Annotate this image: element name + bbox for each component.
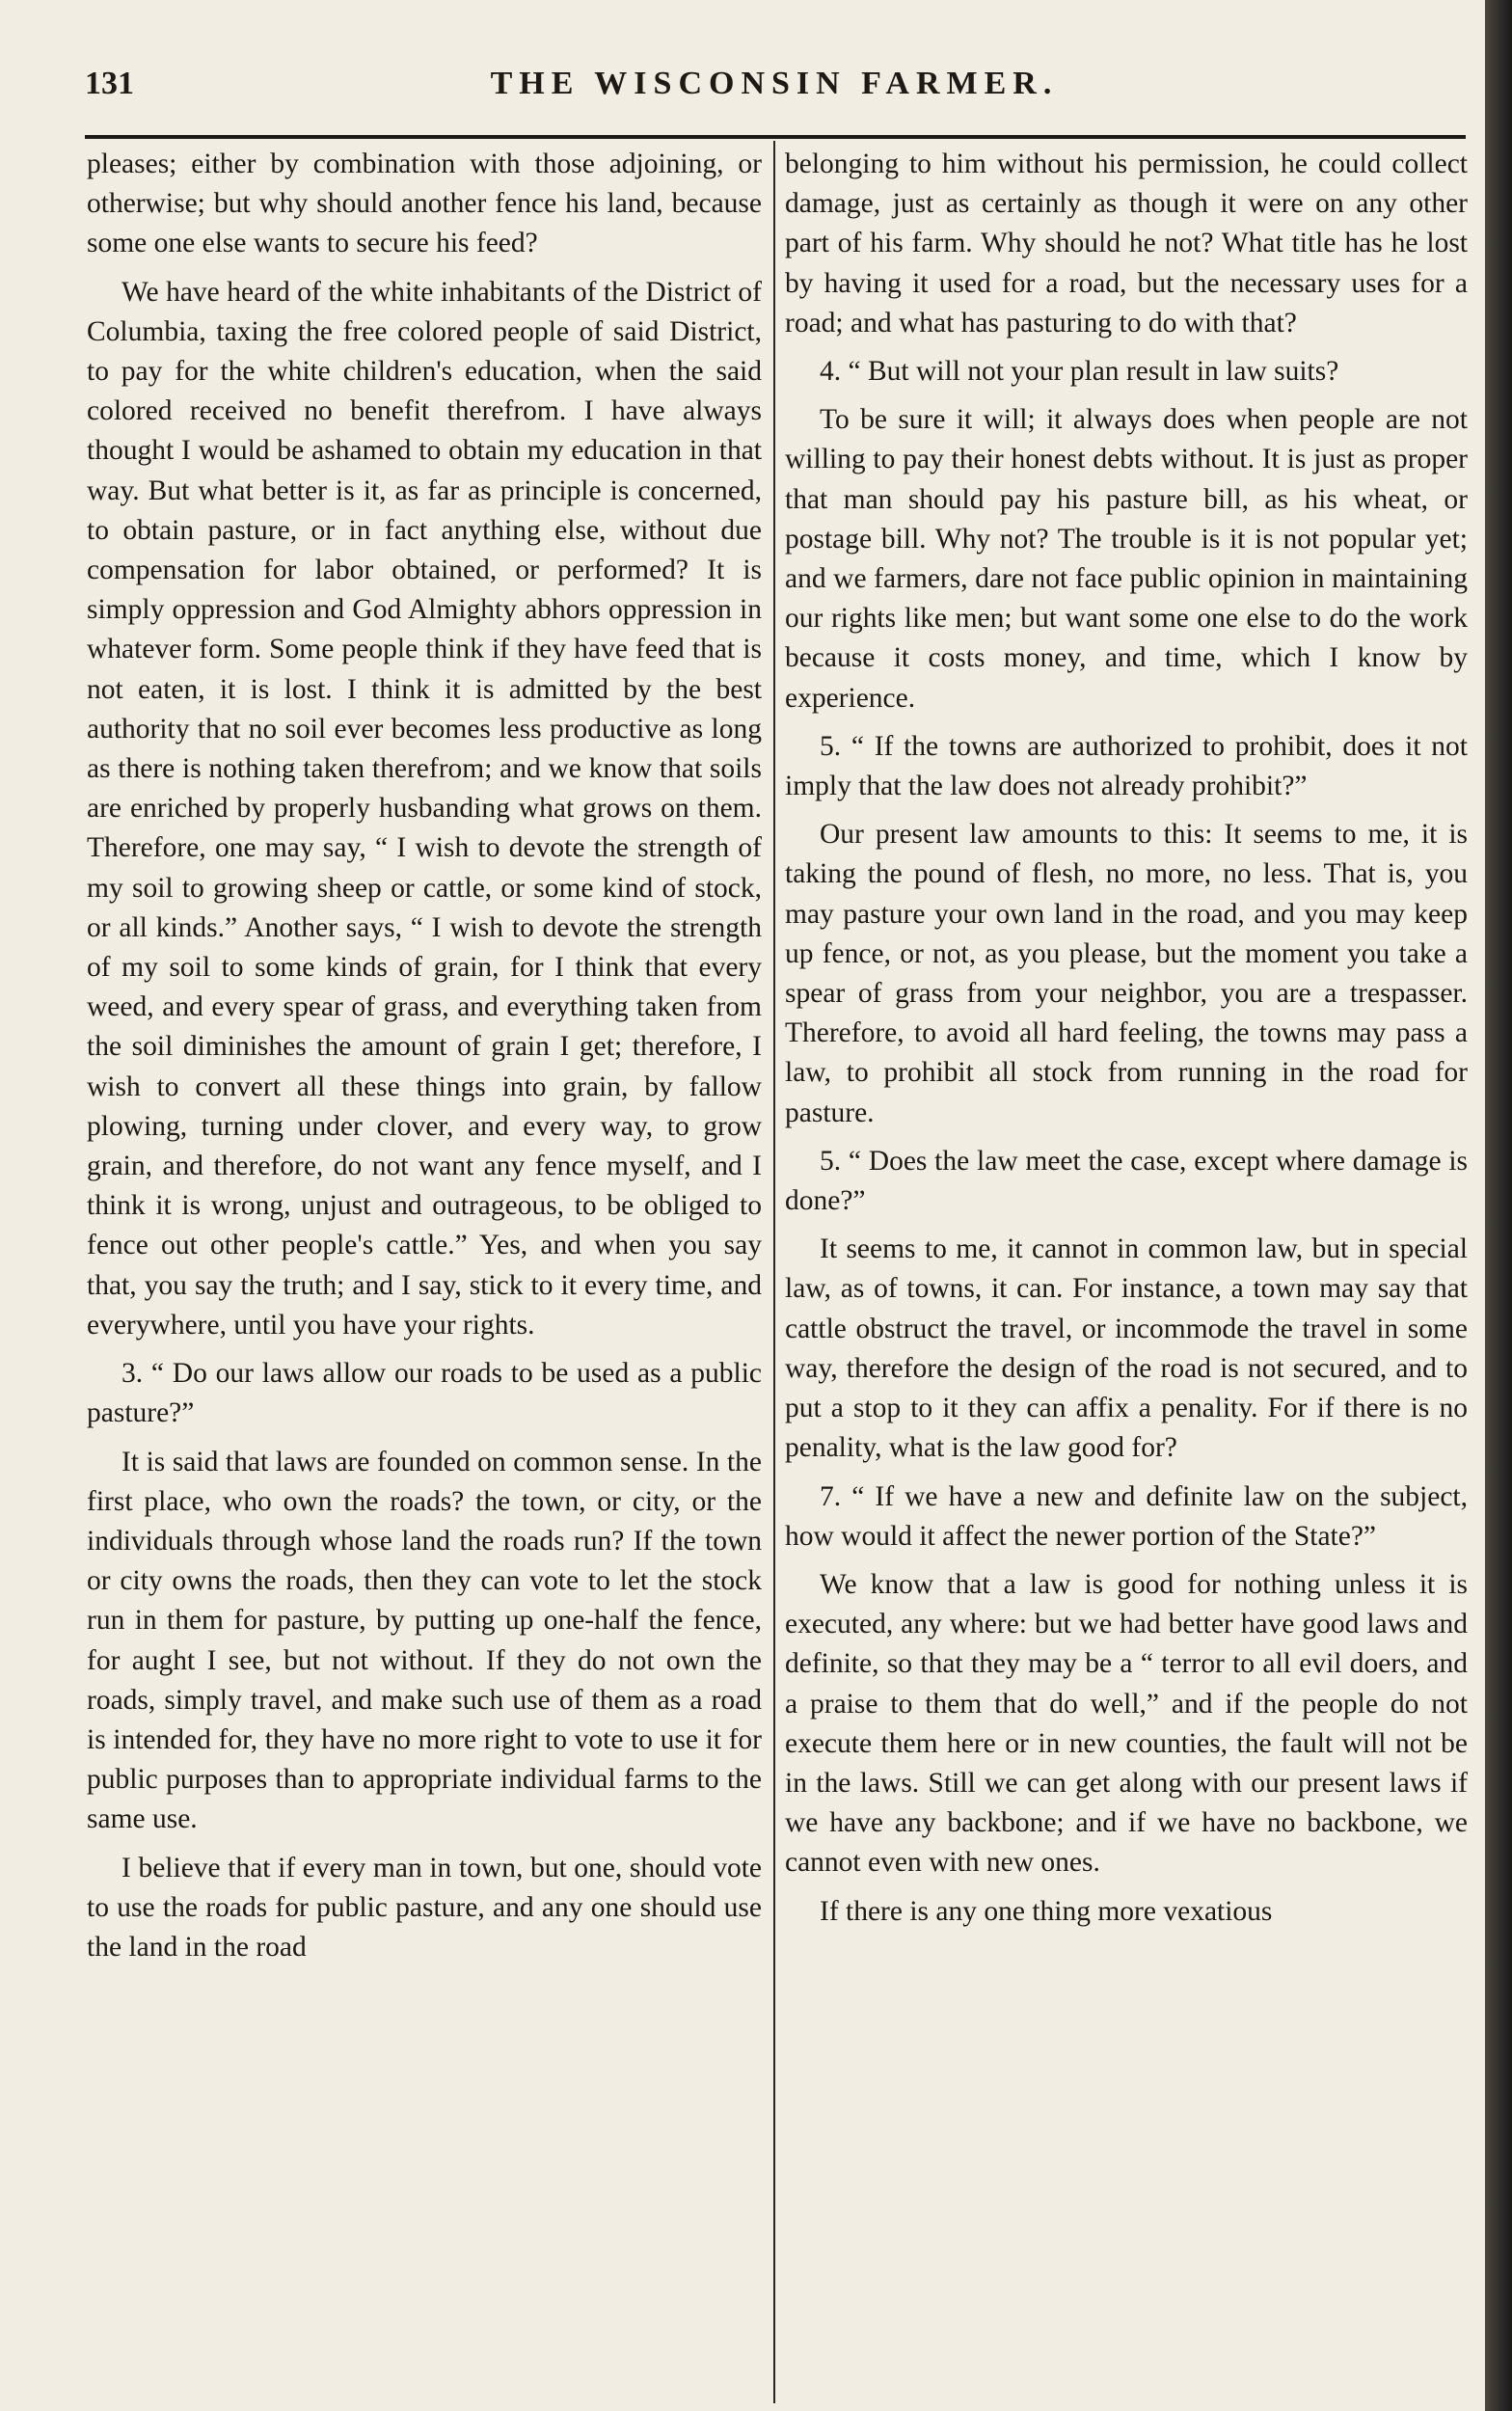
- question-heading: 7. “ If we have a new and definite law on the subject, how would it affect the newer portion of the State?”: [785, 1480, 1468, 1552]
- paragraph: It is said that laws are founded on common sense. In the first place, who own the roads? the town, or city, or the individuals through whose land the roads run? If the town or city owns the roads, then they can vote to let the stock run in them for pasture, by putting up one-half the fence, for aught I see, but not without. If they do not own the roads, simply travel, and make such use of them as a road is intended for, they have no more right to vote to use it for public purposes than to appropriate individual farms to the same use.: [87, 1446, 762, 1835]
- header-rule: [85, 135, 1466, 139]
- question-heading: 5. “ Does the law meet the case, except where damage is done?”: [785, 1145, 1468, 1217]
- paragraph: pleases; either by combination with those adjoining, or otherwise; but why should another fence his land, because some one else wants to secure his feed?: [87, 149, 762, 259]
- paragraph: To be sure it will; it always does when people are not willing to pay their honest debts without. It is just as proper that man should pay his pasture bill, as his wheat, or postage bill. Why not? The trouble is it is not popular yet; and we farmers, dare not face public opinion in maintaining our rights like men; but want some one else to do the work because it costs money, and time, which I know by experience.: [785, 404, 1468, 714]
- newspaper-title: THE WISCONSIN FARMER.: [490, 66, 1059, 101]
- column-divider: [773, 141, 775, 2403]
- paragraph: Our present law amounts to this: It seems to me, it is taking the pound of flesh, no more, no less. That is, you may pasture your own land in the road, and you may keep up fence, or not, as you please, but the moment you take a spear of grass from your neighbor, you are a trespasser. Therefore, to avoid all hard feeling, the towns may pass a law, to prohibit all stock from running in the road for pasture.: [785, 819, 1468, 1128]
- paragraph: If there is any one thing more vexatious: [820, 1895, 1273, 1927]
- paragraph: belonging to him without his permission, he could collect damage, just as certainly as though it were on any other part of his farm. Why should he not? What title has he lost by having it used for a road, but the necessary uses for a road; and what has pasturing to do with that?: [785, 149, 1468, 339]
- paragraph: I believe that if every man in town, but one, should vote to use the roads for public pasture, and any one should use the land in the road: [87, 1852, 762, 1963]
- question-heading: 4. “ But will not your plan result in law suits?: [820, 356, 1339, 388]
- left-column: [87, 145, 762, 2401]
- page-edge-shadow: [1485, 0, 1512, 2411]
- question-heading: 3. “ Do our laws allow our roads to be used as a public pasture?”: [87, 1358, 762, 1429]
- paragraph: It seems to me, it cannot in common law, but in special law, as of towns, it can. For instance, a town may say that cattle obstruct the travel, or incommode the travel in some way, therefore the design of the road is not secured, and to put a stop to it they can affix a penality. For if there is no penality, what is the law good for?: [785, 1233, 1468, 1464]
- question-heading: 5. “ If the towns are authorized to prohibit, does it not imply that the law does not already prohibit?”: [785, 730, 1468, 802]
- paragraph: We know that a law is good for nothing unless it is executed, any where: but we had better have good laws and definite, so that they may be a “ terror to all evil doers, and a praise to them that do well,” and if the people do not execute them here or in new counties, the fault will not be in the laws. Still we can get along with our present laws if we have any backbone; and if we have no backbone, we cannot even with new ones.: [785, 1568, 1468, 1879]
- page-header: [85, 66, 1464, 123]
- page-number: 131: [85, 66, 134, 101]
- right-column: [785, 145, 1468, 2401]
- paragraph: We have heard of the white inhabitants of the District of Columbia, taxing the free colored people of said District, to pay for the white children's education, when the said colored received no benefit therefrom. I have always thought I would be ashamed to obtain my education in that way. But what better is it, as far as principle is concerned, to obtain pasture, or in fact anything else, without due compensation for labor obtained, or performed? It is simply oppression and God Almighty abhors oppression in whatever form. Some people think if they have feed that is not eaten, it is lost. I think it is admitted by the best authority that no soil ever becomes less productive as long as there is nothing taken therefrom; and we know that soils are enriched by properly husbanding what grows on them. Therefore, one may say, “ I wish to devote the strength of my soil to growing sheep or cattle, or some kind of stock, or all kinds.” Another says, “ I wish to devote the strength of my soil to some kinds of grain, for I think that every weed, and every spear of grass, and everything taken from the soil diminishes the amount of grain I get; therefore, I wish to convert all these things into grain, by fallow plowing, turning under clover, and every way, to grow grain, and therefore, do not want any fence myself, and I think it is wrong, unjust and outrageous, to be obliged to fence out other people's cattle.” Yes, and when you say that, you say the truth; and I say, stick to it every time, and everywhere, until you have your rights.: [87, 276, 762, 1341]
